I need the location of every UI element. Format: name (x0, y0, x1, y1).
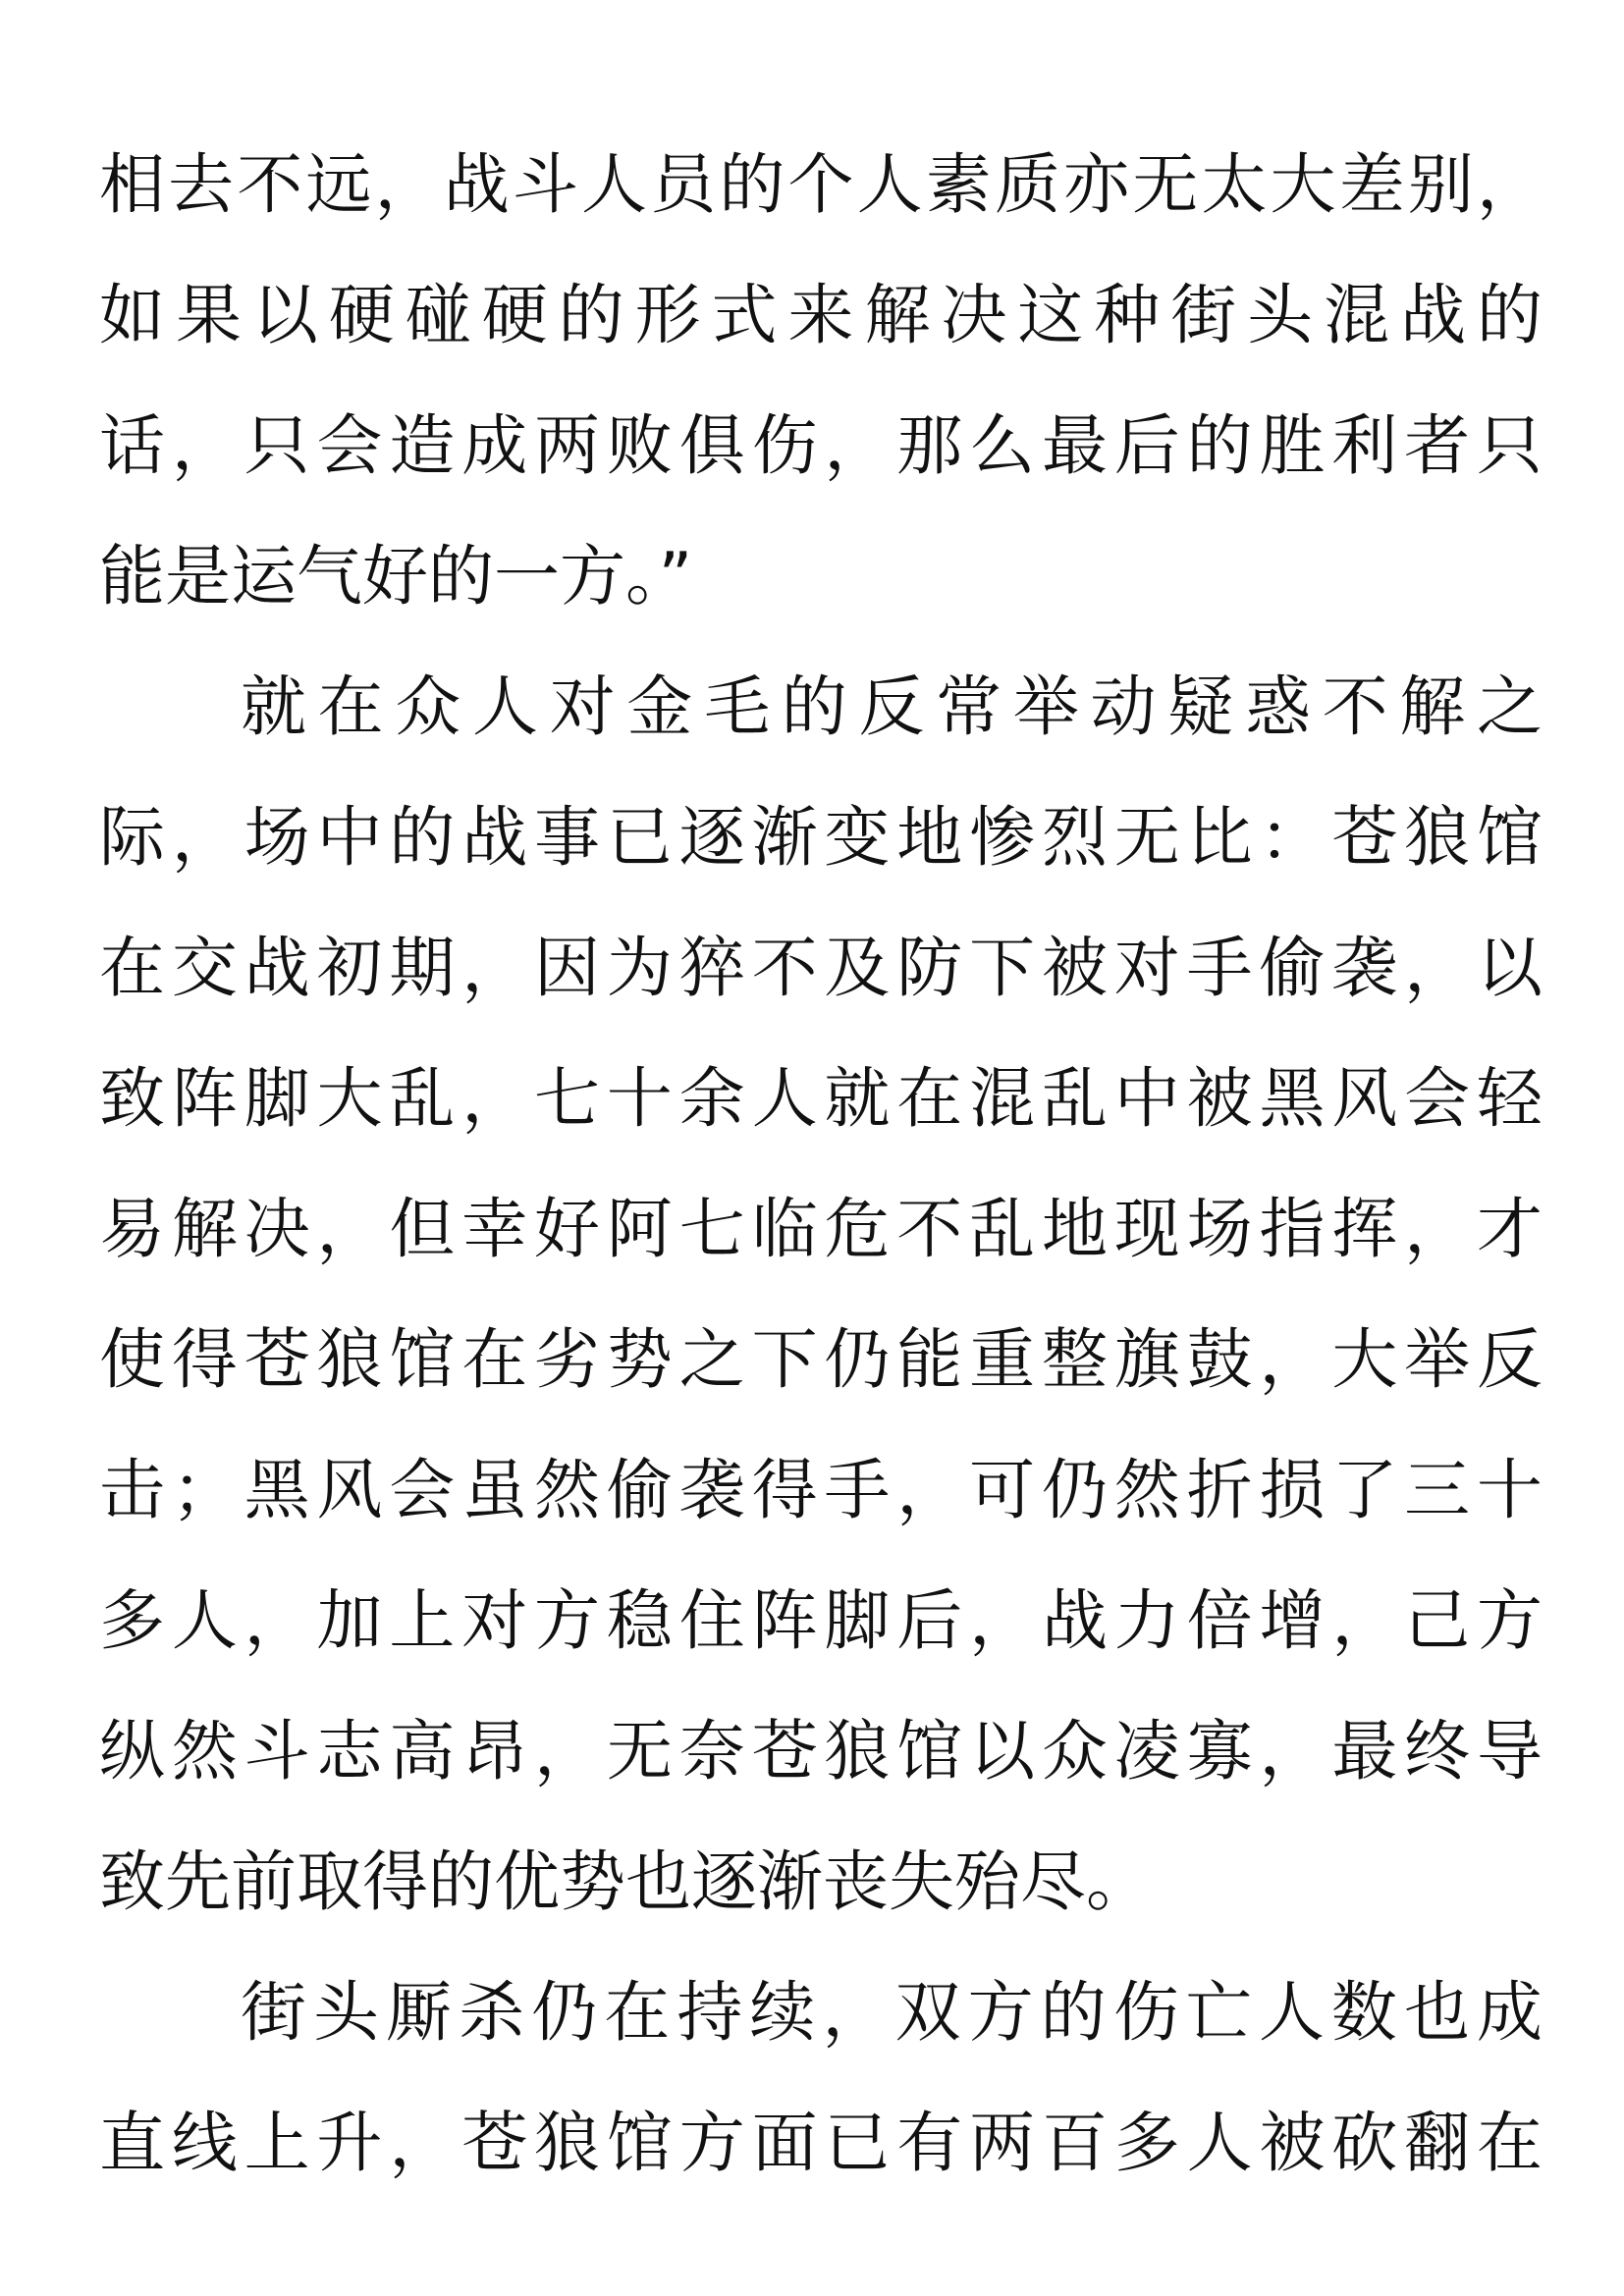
text-line: 际，场中的战事已逐渐变地惨烈无比：苍狼馆 (99, 799, 1543, 876)
text-line: 话，只会造成两败俱伤，那么最后的胜利者只 (99, 407, 1543, 484)
text-line: 多人，加上对方稳住阵脚后，战力倍增，己方 (99, 1582, 1543, 1659)
text-line: 易解决，但幸好阿七临危不乱地现场指挥，才 (99, 1191, 1543, 1267)
body-text (99, 120, 1543, 2209)
text-line: 使得苍狼馆在劣势之下仍能重整旗鼓，大举反 (99, 1321, 1543, 1398)
text-line: 击；黑风会虽然偷袭得手，可仍然折损了三十 (99, 1452, 1543, 1528)
text-line: 相去不远，战斗人员的个人素质亦无太大差别， (99, 146, 1543, 223)
paragraph-first-line: 就在众人对金毛的反常举动疑惑不解之 (241, 668, 1543, 745)
text-line: 致阵脚大乱，七十余人就在混乱中被黑风会轻 (99, 1060, 1543, 1137)
text-line: 直线上升，苍狼馆方面已有两百多人被砍翻在 (99, 2105, 1543, 2181)
text-line: 如果以硬碰硬的形式来解决这种街头混战的 (99, 277, 1543, 353)
text-line: 在交战初期，因为猝不及防下被对手偷袭，以 (99, 930, 1543, 1006)
paragraph-first-line: 街头厮杀仍在持续，双方的伤亡人数也成 (241, 1974, 1543, 2051)
text-line: 纵然斗志高昂，无奈苍狼馆以众凌寡，最终导 (99, 1713, 1543, 1789)
text-line: 致先前取得的优势也逐渐丧失殆尽。 (99, 1843, 1152, 1920)
text-line: 能是运气好的一方。” (99, 538, 693, 614)
